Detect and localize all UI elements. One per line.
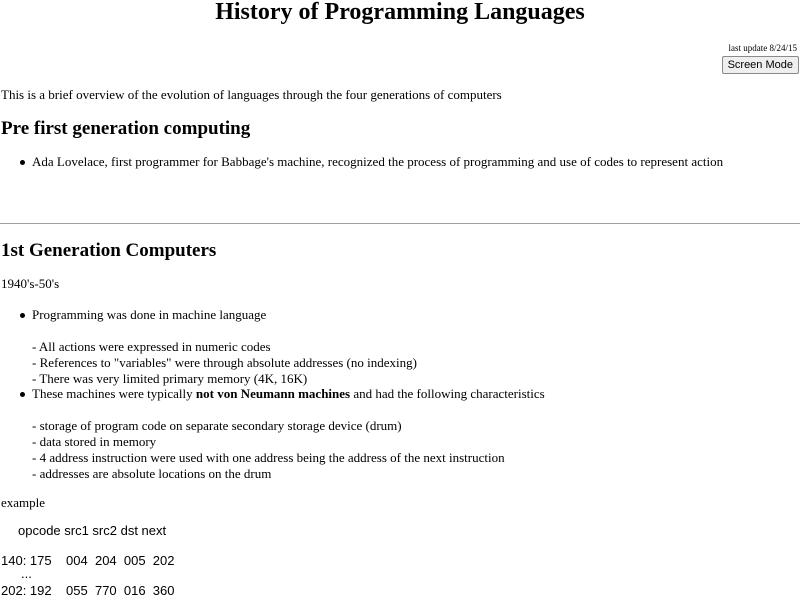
detail-line: - References to "variables" were through absolute addresses (no indexing): [32, 355, 417, 370]
intro-text: This is a brief overview of the evolution of languages through the four generations of computers: [1, 87, 502, 102]
bullet-2-details: [32, 418, 505, 482]
example-header: opcode src1 src2 dst next: [18, 523, 167, 538]
section-divider: [0, 223, 800, 224]
bullet-2-text-end: and had the following characteristics: [350, 386, 545, 401]
screen-mode-button[interactable]: Screen Mode: [722, 56, 799, 74]
detail-line: - data stored in memory: [32, 434, 157, 449]
bullet-2-text-start: These machines were typically: [32, 386, 196, 401]
example-ellipsis: ...: [21, 566, 32, 581]
list-item: Ada Lovelace, first programmer for Babbage's machine, recognized the process of programming and use of codes to represent action: [0, 154, 723, 170]
first-generation-bullet-1: [0, 307, 266, 323]
era-text: 1940's-50's: [1, 276, 60, 291]
detail-line: - storage of program code on separate secondary storage device (drum): [32, 418, 402, 433]
detail-line: - There was very limited primary memory (4K, 16K): [32, 371, 308, 386]
first-generation-bullet-2: [0, 386, 545, 402]
section-heading-pre-first-generation: Pre first generation computing: [1, 118, 251, 139]
pre-first-generation-list: [0, 154, 723, 170]
list-item: [0, 386, 545, 402]
bullet-2-bold-text: not von Neumann machines: [195, 386, 351, 401]
page-title: History of Programming Languages: [215, 0, 585, 25]
detail-line: - All actions were expressed in numeric codes: [32, 339, 271, 354]
example-row: 140: 175 004 204 005 202: [1, 553, 175, 568]
section-heading-first-generation: 1st Generation Computers: [1, 240, 217, 261]
detail-line: - 4 address instruction were used with one address being the address of the next instruction: [32, 450, 505, 465]
example-label: example: [1, 495, 46, 510]
bullet-1-details: [32, 339, 417, 387]
last-update-text: last update 8/24/15: [728, 43, 797, 53]
example-row: 202: 192 055 770 016 360: [1, 583, 175, 598]
list-item: Programming was done in machine language: [0, 307, 266, 323]
detail-line: - addresses are absolute locations on the drum: [32, 466, 272, 481]
